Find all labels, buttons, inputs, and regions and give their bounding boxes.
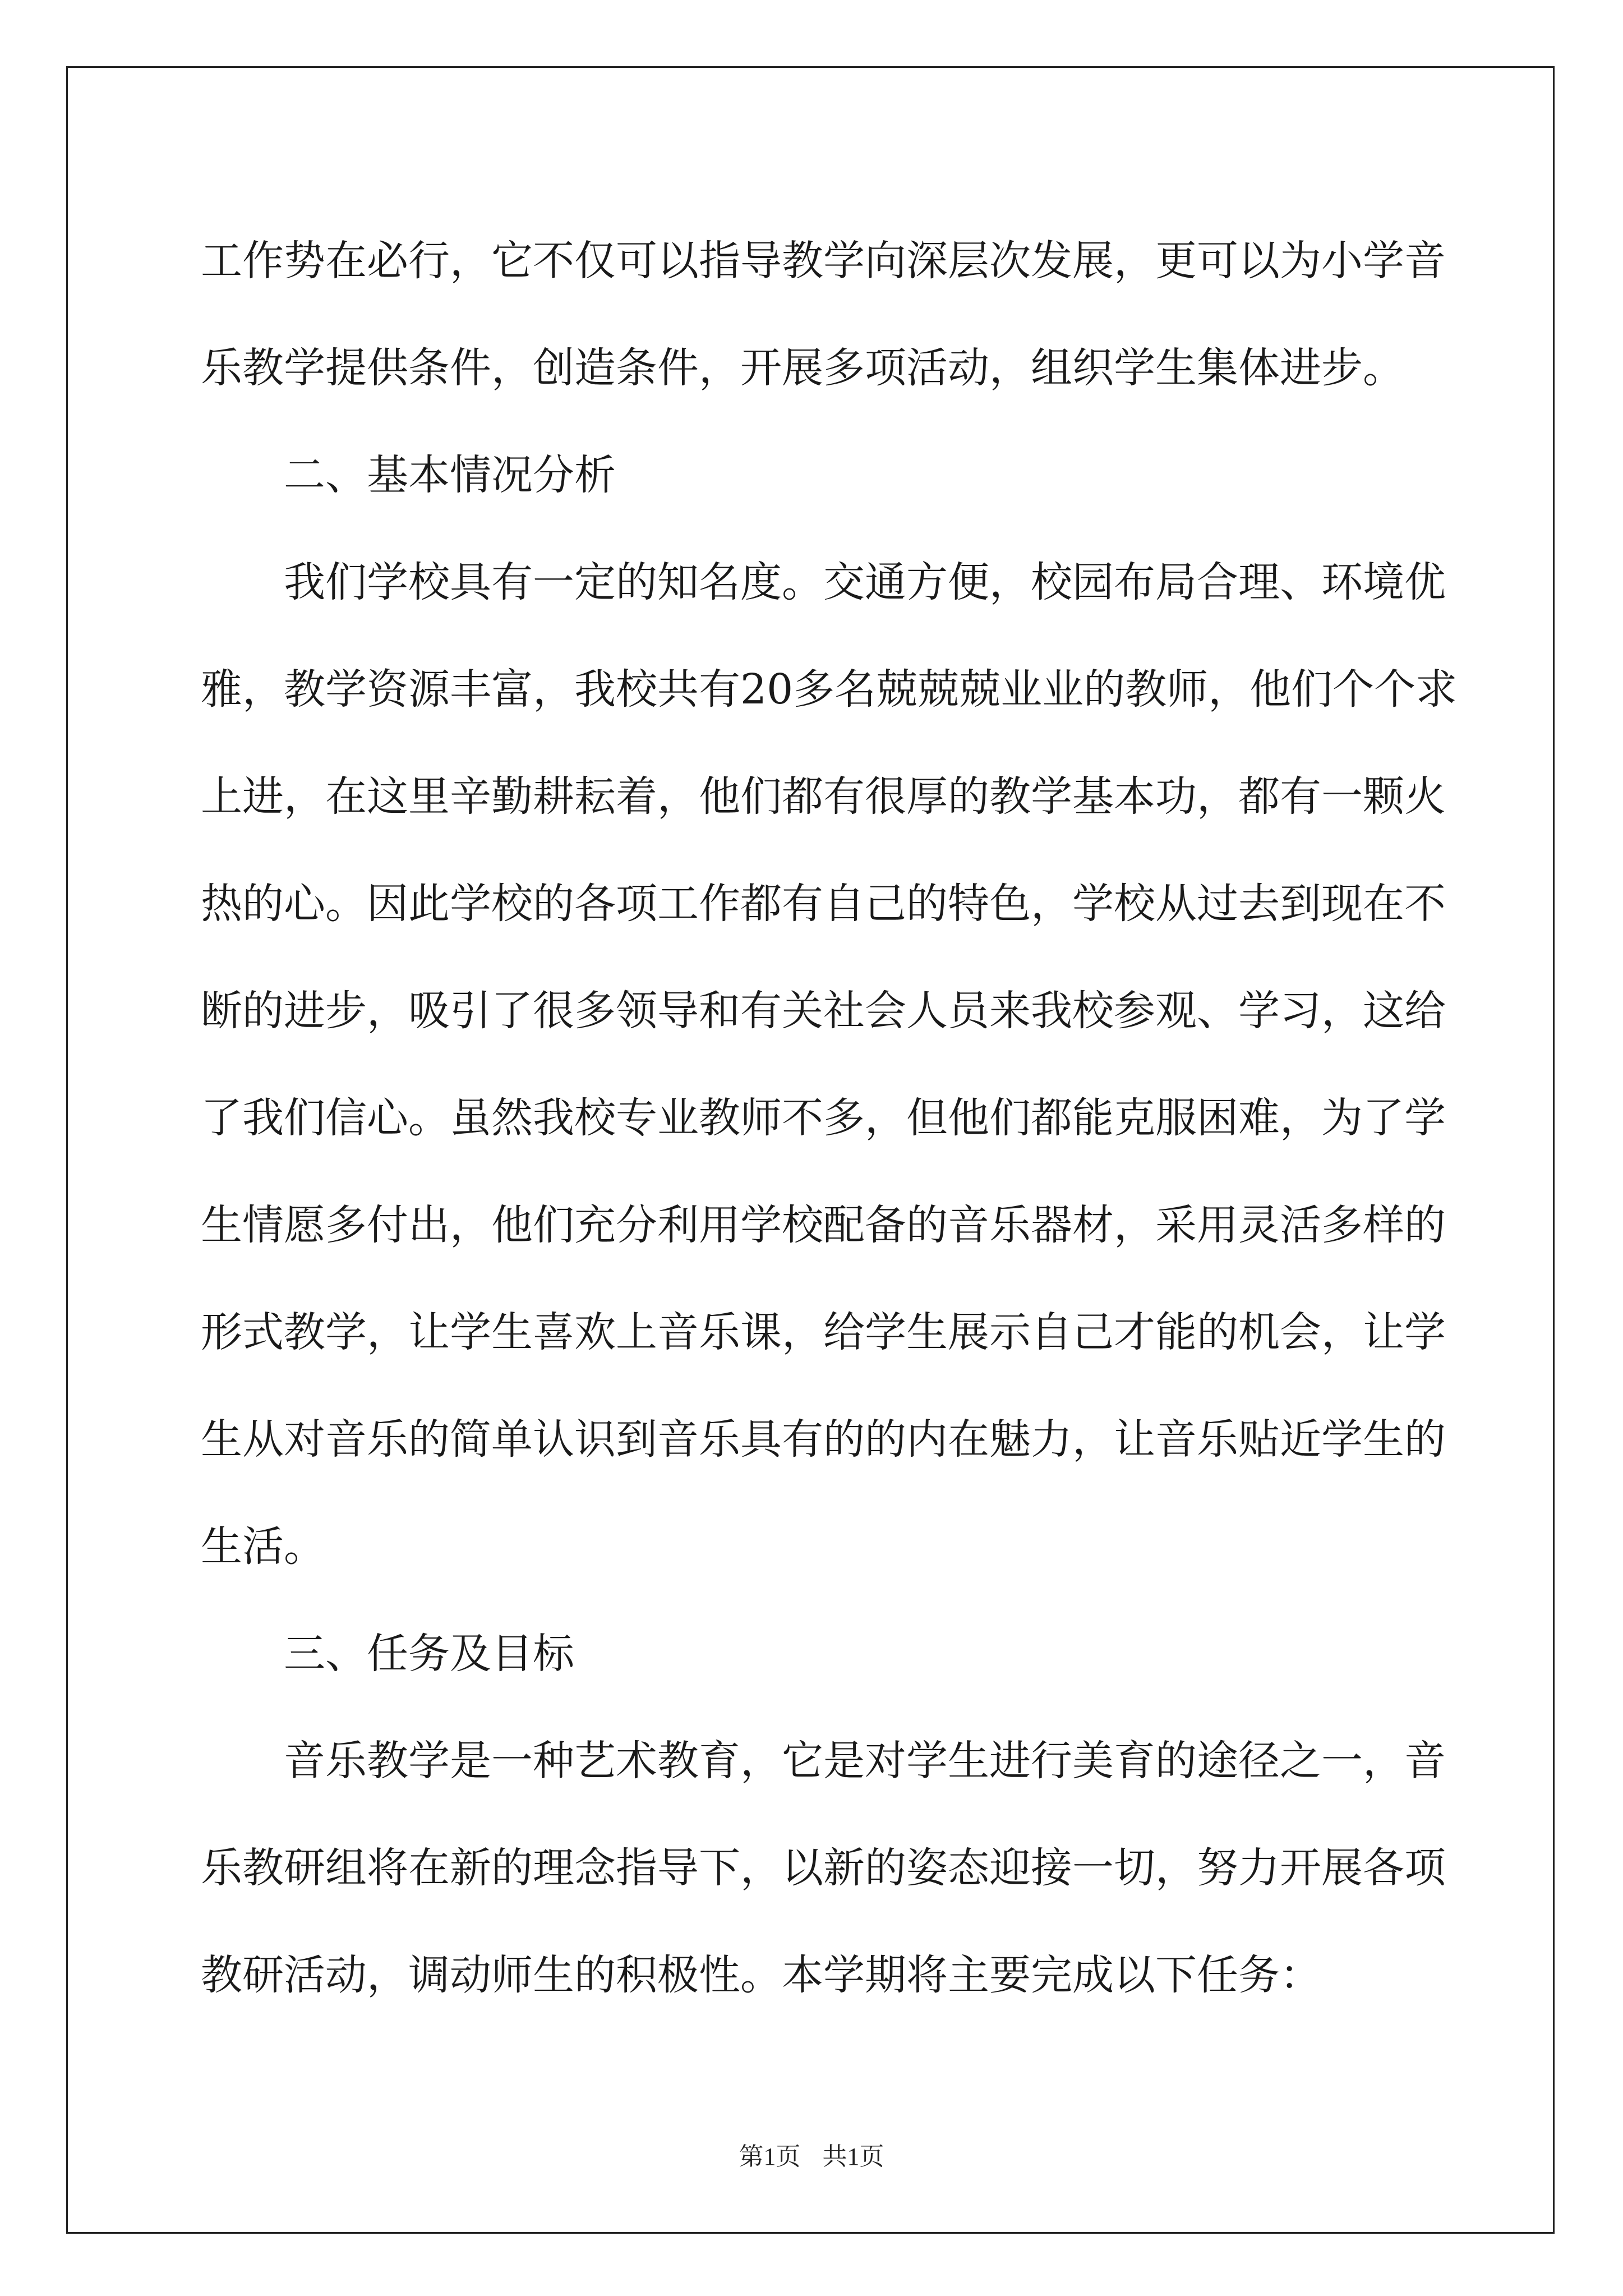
section-heading-basic-situation: 二、基本情况分析 — [284, 451, 616, 499]
paragraph-line: 生从对音乐的简单认识到音乐具有的的内在魅力，让音乐贴近学生的 — [201, 1415, 1446, 1464]
page-number: 第1页 — [739, 2143, 801, 2170]
paragraph-line: 我们学校具有一定的知名度。交通方便，校园布局合理、环境优 — [284, 558, 1446, 606]
paragraph-line: 雅，教学资源丰富，我校共有20多名兢兢兢业业的教师，他们个个求 — [201, 665, 1458, 714]
paragraph-line: 乐教学提供条件，创造条件，开展多项活动，组织学生集体进步。 — [201, 344, 1404, 392]
paragraph-line: 音乐教学是一种艺术教育，它是对学生进行美育的途径之一，音 — [284, 1737, 1446, 1785]
paragraph-line: 乐教研组将在新的理念指导下，以新的姿态迎接一切，努力开展各项 — [201, 1844, 1446, 1892]
page-total: 共1页 — [822, 2143, 884, 2170]
paragraph-line: 形式教学，让学生喜欢上音乐课，给学生展示自己才能的机会，让学 — [201, 1308, 1446, 1356]
section-heading-tasks-goals: 三、任务及目标 — [284, 1630, 574, 1678]
paragraph-line: 教研活动，调动师生的积极性。本学期将主要完成以下任务： — [201, 1951, 1321, 1999]
paragraph-line: 上进，在这里辛勤耕耘着，他们都有很厚的教学基本功，都有一颗火 — [201, 772, 1446, 821]
paragraph-line: 生活。 — [201, 1522, 325, 1571]
paragraph-line: 工作势在必行，它不仅可以指导教学向深层次发展，更可以为小学音 — [201, 237, 1446, 285]
document-body — [201, 208, 1458, 2029]
paragraph-line: 了我们信心。虽然我校专业教师不多，但他们都能克服困难，为了学 — [201, 1094, 1446, 1142]
paragraph-line: 生情愿多付出，他们充分利用学校配备的音乐器材，采用灵活多样的 — [201, 1201, 1446, 1249]
paragraph-line: 热的心。因此学校的各项工作都有自己的特色，学校从过去到现在不 — [201, 880, 1446, 928]
paragraph-line: 断的进步，吸引了很多领导和有关社会人员来我校参观、学习，这给 — [201, 987, 1446, 1035]
page-footer — [0, 2136, 1623, 2172]
